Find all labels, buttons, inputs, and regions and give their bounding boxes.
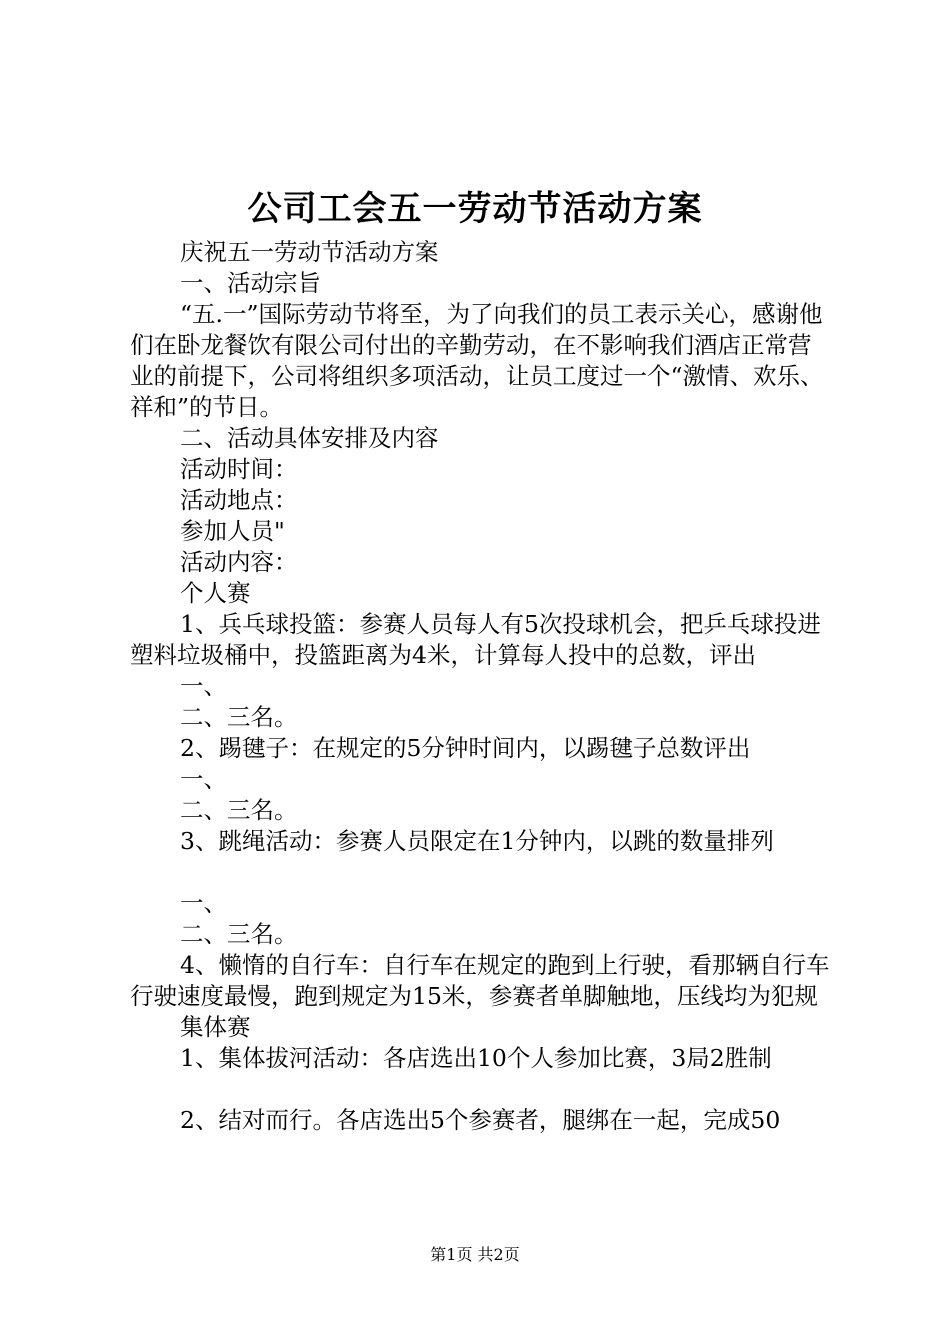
paragraph-rank-2-3: 二、三名。: [180, 796, 298, 824]
page-footer: 第1页 共2页: [430, 1245, 520, 1264]
paragraph-individual-heading: 个人赛: [180, 579, 251, 607]
paragraph-tug-of-war: 1、集体拔河活动：各店选出10个人参加比赛，3局2胜制: [180, 1044, 772, 1072]
paragraph-purpose: “五.一”国际劳动节将至，为了向我们的员工表示关心，感谢他们在卧龙餐饮有限公司付出的辛勤劳动，在不影响我们酒店正常营业的前提下，公司将组织多项活动，让员工度过一个“激情、欢乐、祥和”的节日。: [130, 300, 824, 421]
paragraph-subtitle: 庆祝五一劳动节活动方案: [180, 238, 439, 266]
document-title: 公司工会五一劳动节活动方案: [247, 189, 703, 229]
paragraph-rank-1: 一、: [180, 672, 227, 700]
paragraph-activity-content: 活动内容：: [180, 548, 298, 576]
paragraph-pingpong: 1、兵乓球投篮：参赛人员每人有5次投球机会，把乒乓球投进塑料垃圾桶中，投篮距离为4米，计算每人投中的总数，评出: [130, 610, 821, 669]
paragraph-activity-time: 活动时间：: [180, 455, 298, 483]
paragraph-shuttlecock: 2、踢毽子：在规定的5分钟时间内，以踢毽子总数评出: [180, 734, 751, 762]
paragraph-section-2-heading: 二、活动具体安排及内容: [180, 424, 439, 452]
paragraph-rank-1: 一、: [180, 889, 227, 917]
paragraph-rank-2-3: 二、三名。: [180, 920, 298, 948]
paragraph-rank-2-3: 二、三名。: [180, 703, 298, 731]
paragraph-participants: 参加人员": [180, 517, 285, 545]
paragraph-activity-location: 活动地点：: [180, 486, 298, 514]
paragraph-team-heading: 集体赛: [180, 1013, 251, 1041]
paragraph-rank-1: 一、: [180, 765, 227, 793]
paragraph-rope-skipping: 3、跳绳活动：参赛人员限定在1分钟内，以跳的数量排列: [180, 827, 774, 855]
paragraph-section-1-heading: 一、活动宗旨: [180, 269, 321, 297]
paragraph-slow-bicycle: 4、懒惰的自行车：自行车在规定的跑到上行驶，看那辆自行车行驶速度最慢，跑到规定为15米，参赛者单脚触地，压线均为犯规: [130, 951, 830, 1010]
paragraph-three-legged: 2、结对而行。各店选出5个参赛者，腿绑在一起，完成50: [180, 1106, 781, 1134]
document-body: [130, 237, 832, 1136]
